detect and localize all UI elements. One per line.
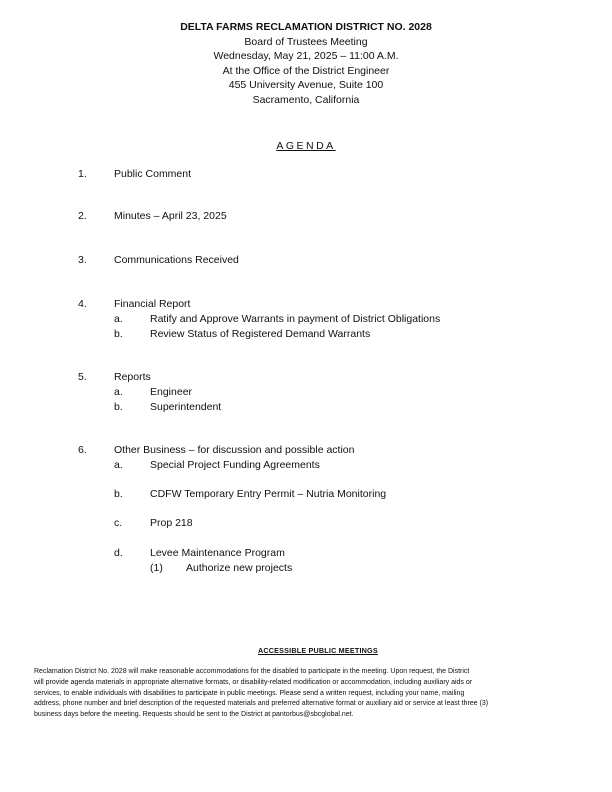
sub-item-letter: (1) [150, 562, 163, 574]
sub-item-letter: b. [114, 488, 123, 500]
notice-line: address, phone number and brief description of the requested materials and preferred alternative format or auxiliary aid or service at least three (3) [34, 700, 489, 708]
sub-item-text: CDFW Temporary Entry Permit – Nutria Monitoring [150, 488, 387, 500]
sub-item-letter: a. [114, 313, 123, 325]
sub-item-text: Prop 218 [150, 517, 193, 529]
sub-item-text: Special Project Funding Agreements [150, 459, 320, 471]
item-label: Reports [114, 371, 151, 383]
item-number: 1. [78, 168, 87, 180]
sub-item-letter: b. [114, 328, 123, 340]
notice-line: services, to enable individuals with disabilities to participate in public meetings. Please send a written request, including your name, mailing [34, 689, 465, 697]
notice-line: will provide agenda materials in appropriate alternative formats, or disability-related modification or accommodation, including auxiliary aids or [34, 678, 473, 686]
sub-item-text: Review Status of Registered Demand Warrants [150, 328, 371, 340]
sub-item-text: Ratify and Approve Warrants in payment of District Obligations [150, 313, 441, 325]
notice-line: Reclamation District No. 2028 will make reasonable accommodations for the disabled to participate in the meeting. Upon request, the District [34, 668, 470, 675]
sub-item-text: Levee Maintenance Program [150, 547, 285, 559]
sub-item-text: Authorize new projects [186, 562, 293, 574]
meeting-location: At the Office of the District Engineer [222, 64, 390, 77]
sub-item-letter: a. [114, 386, 123, 398]
meeting-datetime: Wednesday, May 21, 2025 – 11:00 A.M. [213, 50, 399, 63]
sub-item-letter: d. [114, 547, 123, 559]
item-label: Financial Report [114, 298, 191, 310]
meeting-name: Board of Trustees Meeting [244, 35, 368, 48]
item-number: 3. [78, 254, 87, 266]
agenda-header [0, 20, 612, 108]
sub-item-letter: a. [114, 459, 123, 471]
notice-line: business days before the meeting. Requests should be sent to the District at pantorbus@sbcglobal.net. [34, 711, 354, 719]
item-number: 4. [78, 298, 87, 310]
item-label: Public Comment [114, 168, 192, 180]
sub-item-letter: c. [114, 517, 123, 529]
notice-title: ACCESSIBLE PUBLIC MEETINGS [258, 646, 378, 655]
item-label: Minutes – April 23, 2025 [114, 210, 227, 222]
accessibility-notice [34, 667, 612, 721]
agenda-title: AGENDA [276, 140, 336, 152]
district-name: DELTA FARMS RECLAMATION DISTRICT NO. 2028 [180, 21, 432, 33]
sub-item-text: Superintendent [150, 401, 222, 413]
item-number: 6. [78, 444, 87, 456]
item-label: Communications Received [114, 254, 239, 266]
meeting-address: 455 University Avenue, Suite 100 [228, 79, 384, 92]
meeting-city: Sacramento, California [252, 93, 360, 106]
item-label: Other Business – for discussion and possible action [114, 444, 355, 456]
item-number: 5. [78, 371, 87, 383]
sub-item-text: Engineer [150, 386, 193, 398]
item-number: 2. [78, 210, 87, 222]
sub-item-letter: b. [114, 401, 123, 413]
